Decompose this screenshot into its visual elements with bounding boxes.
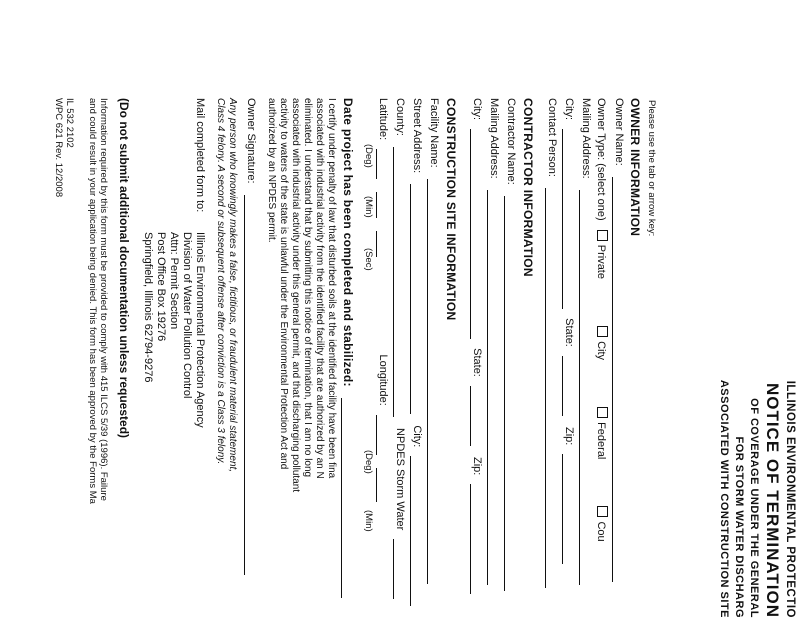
required-information-notice: Information required by this form must be provided to comply with 415 ILCS 5/39 (1996). Failure xyxy=(98,98,109,501)
owner-signature-label: Owner Signature: xyxy=(245,98,257,184)
federal-checkbox[interactable] xyxy=(597,407,608,418)
contractor-name-field[interactable] xyxy=(504,196,516,591)
certification-line: activity to waters of the state is unlawful under the Environmental Protection Act and xyxy=(278,98,289,470)
longitude-min-unit: (Min) xyxy=(363,510,374,532)
owner-zip-label: Zip: xyxy=(563,427,575,446)
city-checkbox[interactable] xyxy=(597,326,608,337)
owner-mailing-field[interactable] xyxy=(579,190,591,585)
owner-city-row xyxy=(562,98,575,564)
contractor-city-field[interactable] xyxy=(470,129,482,339)
owner-section-heading: OWNER INFORMATION xyxy=(628,98,642,237)
owner-type-label: Owner Type: (select one) xyxy=(595,98,607,221)
facility-name-row xyxy=(427,98,440,584)
owner-zip-field[interactable] xyxy=(562,454,574,564)
city-option-label: City xyxy=(595,341,607,361)
owner-contact-label: Contact Person: xyxy=(546,98,558,177)
latitude-sec-field[interactable] xyxy=(376,231,388,257)
private-checkbox[interactable] xyxy=(597,230,608,241)
title-line-3: OF COVERAGE UNDER THE GENERAL xyxy=(748,398,760,618)
county-row xyxy=(393,98,406,599)
npdes-field[interactable] xyxy=(393,539,405,599)
owner-mailing-label: Mailing Address: xyxy=(580,98,592,179)
longitude-deg-field[interactable] xyxy=(376,415,388,455)
form-id: IL 532 2102 xyxy=(64,98,75,148)
county-field[interactable] xyxy=(393,147,405,417)
private-option-label: Private xyxy=(595,244,607,279)
site-section-heading: CONSTRUCTION SITE INFORMATION xyxy=(444,98,458,321)
contractor-state-field[interactable] xyxy=(470,386,482,446)
street-address-label: Street Address: xyxy=(411,98,423,174)
owner-signature-field[interactable] xyxy=(244,195,256,575)
owner-name-field[interactable] xyxy=(612,177,624,582)
mail-to-label: Mail completed form to: xyxy=(194,98,206,213)
owner-mailing-row xyxy=(579,98,592,585)
certification-line: eliminated. I understand that by submitting this notice of termination, that I am no long xyxy=(302,98,313,478)
date-completed-field[interactable] xyxy=(341,398,353,598)
county-label: County: xyxy=(394,98,406,136)
facility-name-field[interactable] xyxy=(427,179,439,584)
mail-address-line: Springfield, Illinois 62794-9276 xyxy=(142,232,154,383)
latitude-longitude-row xyxy=(376,98,389,502)
contractor-city-label: City: xyxy=(471,98,483,120)
owner-name-row xyxy=(612,98,625,582)
required-information-notice: and could result in your application being denied. This form has been approved by the Forms Ma xyxy=(87,98,98,504)
county-checkbox[interactable] xyxy=(597,506,608,517)
no-additional-docs-notice: (Do not submit additional documentation unless requested) xyxy=(117,98,131,439)
agency-heading: ILLINOIS ENVIRONMENTAL PROTECTIO xyxy=(784,380,796,618)
federal-option-label: Federal xyxy=(595,422,607,460)
owner-type-row xyxy=(594,98,608,542)
instruction-text: Please use the tab or arrow key: xyxy=(646,100,657,237)
owner-name-label: Owner Name: xyxy=(613,98,625,166)
contractor-city-row xyxy=(470,98,483,594)
mail-address-line: Attn: Permit Section xyxy=(168,232,180,330)
mail-address-line: Division of Water Pollution Control xyxy=(181,232,193,399)
certification-line: associated with industrial activity from the identified facility that are authorized by an N xyxy=(314,98,325,479)
latitude-label: Latitude: xyxy=(377,98,389,141)
contractor-mailing-row xyxy=(487,98,500,585)
mail-address-line: Illinois Environmental Protection Agency xyxy=(194,232,206,428)
mail-address-line: Post Office Box 19276 xyxy=(155,232,167,342)
latitude-deg-field[interactable] xyxy=(376,149,388,179)
owner-signature-row xyxy=(244,98,257,575)
owner-contact-field[interactable] xyxy=(545,188,557,588)
owner-city-field[interactable] xyxy=(562,129,574,309)
longitude-label: Longitude: xyxy=(377,354,389,406)
contractor-state-label: State: xyxy=(471,348,483,377)
certification-line: authorized by an NPDES permit. xyxy=(266,98,277,243)
form-revision: WPC 621 Rev. 12/2008 xyxy=(53,98,64,198)
contractor-zip-label: Zip: xyxy=(471,457,483,476)
certification-line: associated with industrial activity under this general permit, and that discharging pollutant xyxy=(290,98,301,493)
contractor-name-row xyxy=(504,98,517,591)
street-address-field[interactable] xyxy=(410,184,422,414)
latitude-min-unit: (Min) xyxy=(363,196,374,218)
date-completed-row xyxy=(341,98,354,598)
form-title: NOTICE OF TERMINATION xyxy=(763,382,782,618)
contractor-mailing-label: Mailing Address: xyxy=(488,98,500,179)
longitude-min-field[interactable] xyxy=(376,468,388,502)
latitude-sec-unit: (Sec) xyxy=(363,248,374,271)
owner-state-field[interactable] xyxy=(562,356,574,416)
owner-contact-row xyxy=(545,98,558,588)
title-line-5: ASSOCIATED WITH CONSTRUCTION SITE xyxy=(718,379,730,618)
contractor-mailing-field[interactable] xyxy=(487,190,499,585)
owner-city-label: City: xyxy=(563,98,575,120)
date-completed-label: Date project has been completed and stabilized: xyxy=(341,98,355,387)
latitude-min-field[interactable] xyxy=(376,192,388,218)
npdes-label: NPDES Storm Water xyxy=(394,428,406,531)
county-option-label: Cou xyxy=(595,521,607,542)
site-city-label: City: xyxy=(411,425,423,448)
street-address-row xyxy=(410,98,423,606)
certification-line: I certify under penalty of law that disturbed soils at the identified facility have been fina xyxy=(326,98,337,479)
contractor-section-heading: CONTRACTOR INFORMATION xyxy=(521,98,535,277)
contractor-zip-field[interactable] xyxy=(470,484,482,594)
latitude-deg-unit: (Deg) xyxy=(363,144,374,168)
false-statement-warning: Any person who knowingly makes a false, fictitious, or fraudulent material statement, xyxy=(227,98,238,473)
coordinate-unit-row xyxy=(363,98,375,618)
longitude-deg-unit: (Deg) xyxy=(363,450,374,474)
title-line-4: FOR STORM WATER DISCHARG xyxy=(733,436,745,618)
facility-name-label: Facility Name: xyxy=(428,98,440,168)
owner-state-label: State: xyxy=(563,318,575,347)
false-statement-warning: Class 4 felony. A second or subsequent offense after conviction is a Class 3 felony. xyxy=(215,98,226,465)
contractor-name-label: Contractor Name: xyxy=(505,98,517,185)
site-city-field[interactable] xyxy=(410,456,422,606)
